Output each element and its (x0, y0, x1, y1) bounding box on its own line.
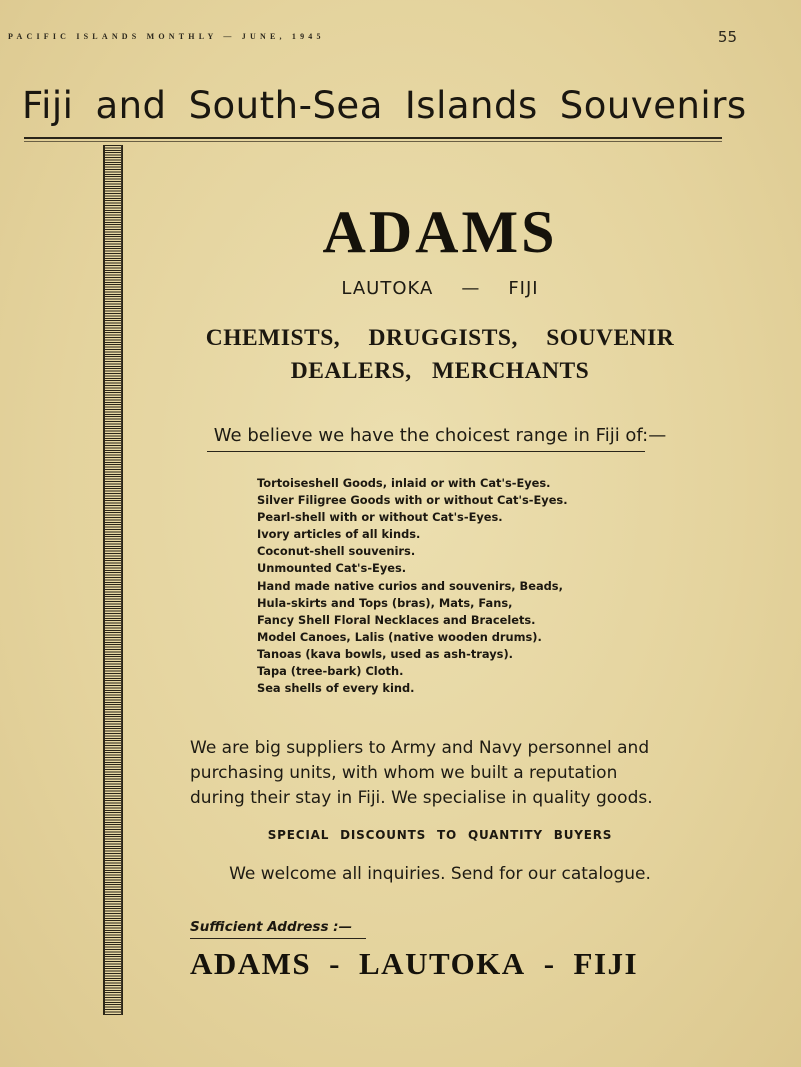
list-item: Hand made native curios and souvenirs, Beads, (257, 578, 563, 593)
address-part: - (543, 946, 556, 981)
list-item: Model Canoes, Lalis (native wooden drums). (257, 629, 542, 644)
address-label-underline (190, 938, 366, 939)
list-item: Tortoiseshell Goods, inlaid or with Cat's-Eyes. (257, 476, 551, 490)
intro-text: We believe we have the choicest range in Fiji of:— (213, 425, 667, 446)
intro-underline (207, 451, 645, 452)
headline-word: and (95, 84, 167, 127)
headline-word: Islands (404, 84, 538, 127)
goods-list (257, 475, 568, 697)
address-label: Sufficient Address :— (190, 919, 353, 935)
list-item: Ivory articles of all kinds. (257, 527, 421, 542)
address-part: - (329, 946, 341, 981)
headline-word: South-Sea (188, 84, 383, 127)
list-item: Coconut-shell souvenirs. (257, 544, 416, 559)
trades-line: CHEMISTS, DRUGGISTS, SOUVENIR (205, 325, 675, 351)
address-part: ADAMS (190, 946, 312, 981)
location-dash: — (461, 278, 481, 299)
welcome-text: We welcome all inquiries. Send for our catalogue. (229, 864, 651, 884)
list-item: Silver Filigree Goods with or without Cat's-Eyes. (257, 493, 568, 508)
list-item: Fancy Shell Floral Necklaces and Bracelets. (257, 612, 536, 627)
address-line (190, 946, 710, 982)
paragraph-line: purchasing units, with whom we built a reputation (190, 763, 618, 783)
page-number: 55 (717, 28, 737, 46)
address-part: FIJI (573, 946, 639, 981)
border-line (121, 145, 122, 1015)
page-headline (22, 84, 747, 127)
list-item: Unmounted Cat's-Eyes. (257, 561, 407, 576)
location-line (130, 278, 750, 299)
location-country: FIJI (508, 278, 539, 299)
trades-line: DEALERS, MERCHANTS (290, 358, 590, 384)
list-item: Tapa (tree-bark) Cloth. (257, 664, 404, 679)
headline-word: Souvenirs (559, 84, 747, 127)
list-item: Tanoas (kava bowls, used as ash-trays). (257, 646, 513, 661)
list-item: Hula-skirts and Tops (bras), Mats, Fans, (257, 595, 513, 610)
trades-block (130, 322, 750, 388)
suppliers-paragraph (190, 736, 730, 811)
location-town: LAUTOKA (341, 278, 434, 299)
list-item: Sea shells of every kind. (257, 681, 415, 696)
headline-rule (24, 137, 722, 139)
discounts-notice: SPECIAL DISCOUNTS TO QUANTITY BUYERS (267, 828, 613, 842)
list-item: Pearl-shell with or without Cat's-Eyes. (257, 510, 503, 525)
address-part: LAUTOKA (359, 946, 526, 981)
brand-name: ADAMS (322, 199, 558, 265)
paragraph-line: We are big suppliers to Army and Navy personnel and (190, 738, 650, 758)
running-header: PACIFIC ISLANDS MONTHLY — JUNE, 1945 (8, 32, 325, 41)
headline-rule-thin (24, 141, 722, 142)
paragraph-line: during their stay in Fiji. We specialise in quality goods. (190, 788, 653, 808)
decorative-border-bar (103, 145, 123, 1015)
headline-word: Fiji (22, 84, 74, 127)
